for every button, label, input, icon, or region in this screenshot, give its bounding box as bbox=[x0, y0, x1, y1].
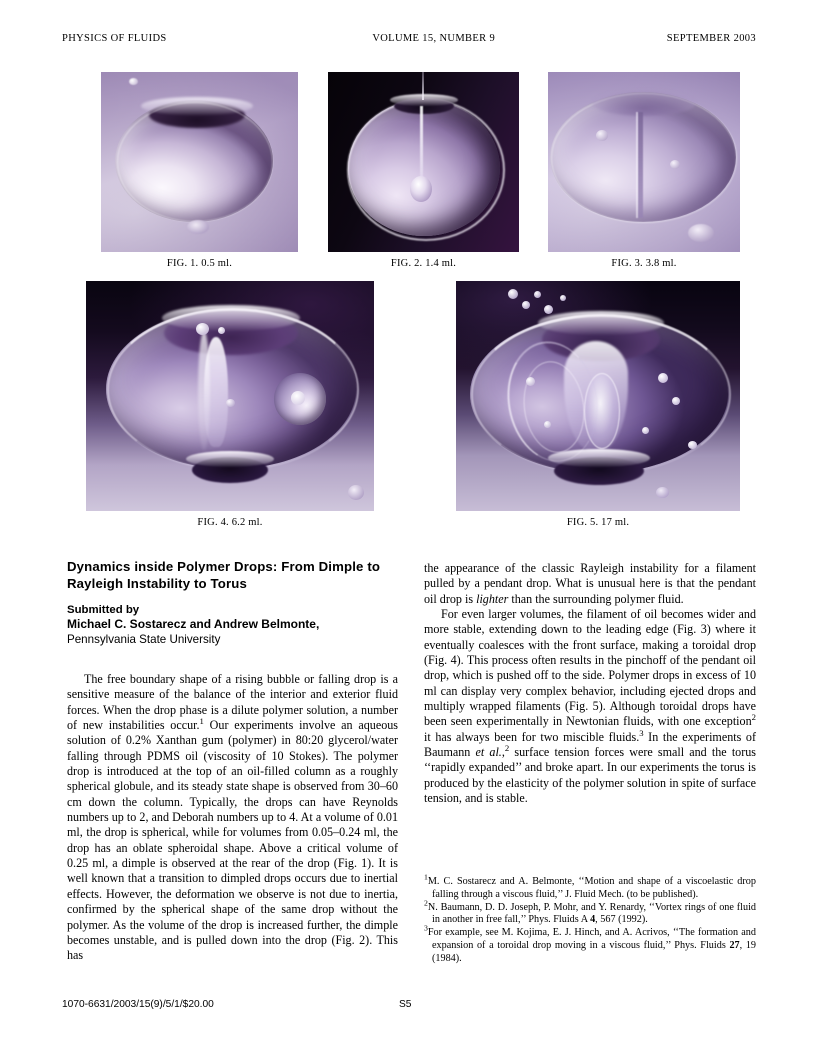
copyright-code: 1070-6631/2003/15(9)/5/1/$20.00 bbox=[62, 999, 214, 1010]
torus-text-part-5: surface tension forces were small and the torus ‘‘rapidly expanded’’ and broke apart. In our experiments the torus is produced by the elasticity of the polymer solution in spite of surface tension, and is stable. bbox=[424, 745, 757, 806]
reference-item-3 bbox=[424, 923, 757, 965]
article-header bbox=[67, 559, 397, 647]
footnote-marker-4: 2 bbox=[504, 743, 510, 754]
figure-4-image bbox=[86, 281, 374, 511]
torus-text-part-3: In the experiments of Baumann bbox=[424, 729, 756, 760]
figure-5-image bbox=[456, 281, 740, 511]
reference-text-1: M. C. Sostarecz and A. Belmonte, ‘‘Motion and shape of a viscoelastic drop falling through a viscous fluid,’’ J. Fluid Mech. (to be published). bbox=[427, 876, 756, 900]
reference-item-1 bbox=[424, 872, 756, 901]
reference-text-2b: , 567 (1992). bbox=[595, 914, 648, 926]
reference-number-3: 3 bbox=[424, 923, 428, 933]
author-list: Michael C. Sostarecz and Andrew Belmonte, bbox=[67, 617, 320, 631]
continued-text-part-2: than the surrounding polymer fluid. bbox=[508, 591, 684, 606]
figure-row-bottom bbox=[0, 281, 816, 531]
torus-text-part-4: , bbox=[501, 745, 505, 760]
reference-volume-2: 4 bbox=[590, 914, 596, 926]
footnote-marker-1: 1 bbox=[199, 716, 204, 726]
reference-list bbox=[424, 872, 757, 966]
figure-2-caption: FIG. 2. 1.4 ml. bbox=[390, 258, 457, 269]
paragraph-continued bbox=[424, 561, 756, 607]
volume-issue: VOLUME 15, NUMBER 9 bbox=[372, 33, 496, 44]
body-column-right bbox=[424, 561, 756, 807]
torus-text-part-1: For even larger volumes, the filament of oil becomes wider and more stable, extending down to the leading edge (Fig. 3) where it eventually coalesces with the front surface, making a toroidal drop (Fig. 4). This process often results in the pinchoff of the pendant oil drop, which is pushed off to the side. Polymer drops in excess of 10 ml can display very complex behavior, including ejected drops and multiply wrapped filaments (Fig. 5). Although toroidal drops have been seen experimentally in Newtonian fluids, with one exception bbox=[424, 607, 756, 729]
emphasis-lighter: lighter bbox=[476, 591, 509, 606]
figure-4-caption: FIG. 4. 6.2 ml. bbox=[197, 517, 263, 528]
page-number: S5 bbox=[399, 999, 412, 1010]
journal-name: PHYSICS OF FLUIDS bbox=[62, 33, 167, 44]
reference-text-2a: N. Baumann, D. D. Joseph, P. Mohr, and Y. Renardy, ‘‘Vortex rings of one fluid in another in free fall,’’ Phys. Fluids A bbox=[427, 901, 756, 926]
issue-date: SEPTEMBER 2003 bbox=[666, 33, 756, 44]
continued-text-part-1: the appearance of the classic Rayleigh instability for a filament pulled by a pendant drop. What is unusual here is that the pendant oil drop is bbox=[424, 561, 756, 606]
body-column-left bbox=[67, 672, 398, 964]
reference-number-2: 2 bbox=[424, 898, 428, 908]
emphasis-et-al: et al. bbox=[475, 745, 502, 760]
figure-row-top bbox=[0, 72, 816, 272]
torus-text-part-2: it has always been for two miscible fluids. bbox=[424, 729, 640, 744]
figure-5-caption: FIG. 5. 17 ml. bbox=[566, 517, 630, 528]
figure-2-image bbox=[328, 72, 519, 252]
intro-text-part-1: The free boundary shape of a rising bubble or falling drop is a sensitive measure of the balance of the interior and exterior fluid forces. When the drop phase is a dilute polymer solution, a number of new instabilities occur. bbox=[67, 672, 398, 733]
figure-3-image bbox=[548, 72, 740, 252]
paragraph-torus bbox=[424, 607, 756, 806]
footnote-marker-3: 3 bbox=[639, 727, 644, 738]
intro-text-part-2: Our experiments involve an aqueous solution of 0.2% Xanthan gum (polymer) in 80:20 glycerol/water falling through PDMS oil (viscosity of 10 Stokes). The polymer drop is introduced at the top of an oil-filled column as a roughly spherical globule, and its steady state shape is observed from 30–60 cm down the column. Typically, the drops can have Reynolds numbers up to 2, and Deborah numbers up to 4. At a volume of 0.01 ml, the drop is spherical, while for volumes from 0.05–0.24 ml, the drop has an oblate spheroidal shape. Above a critical volume of 0.25 ml, a dimple is observed at the rear of the drop (Fig. 1). It is well known that a transition to dimpled drops occurs due to inertial effects. However, the deformation we observe is not due to inertia, confirmed by the spherical shape of the same drop without the polymer. As the volume of the drop is increased further, the dimple becomes unstable, and is pulled down into the drop (Fig. 2). This has bbox=[67, 718, 398, 963]
reference-volume-3: 27 bbox=[729, 939, 740, 951]
page-title: Dynamics inside Polymer Drops: From Dimple to Rayleigh Instability to Torus bbox=[67, 559, 381, 591]
figure-1-caption: FIG. 1. 0.5 ml. bbox=[166, 258, 233, 269]
reference-number-1: 1 bbox=[424, 872, 428, 882]
running-head bbox=[62, 33, 756, 44]
submitted-label: Submitted by bbox=[67, 604, 140, 616]
figure-3-caption: FIG. 3. 3.8 ml. bbox=[611, 258, 677, 269]
reference-text-3b: , 19 (1984). bbox=[432, 939, 757, 964]
reference-item-2 bbox=[424, 898, 756, 927]
footnote-marker-2: 2 bbox=[751, 712, 756, 723]
affiliation: Pennsylvania State University bbox=[67, 633, 221, 646]
reference-text-3a: For example, see M. Kojima, E. J. Hinch, and A. Acrivos, ‘‘The formation and expansion of a toroidal drop moving in a viscous fluid,’’ Phys. Fluids bbox=[427, 927, 756, 951]
figure-1-image bbox=[101, 72, 298, 252]
paragraph-intro bbox=[67, 672, 398, 964]
